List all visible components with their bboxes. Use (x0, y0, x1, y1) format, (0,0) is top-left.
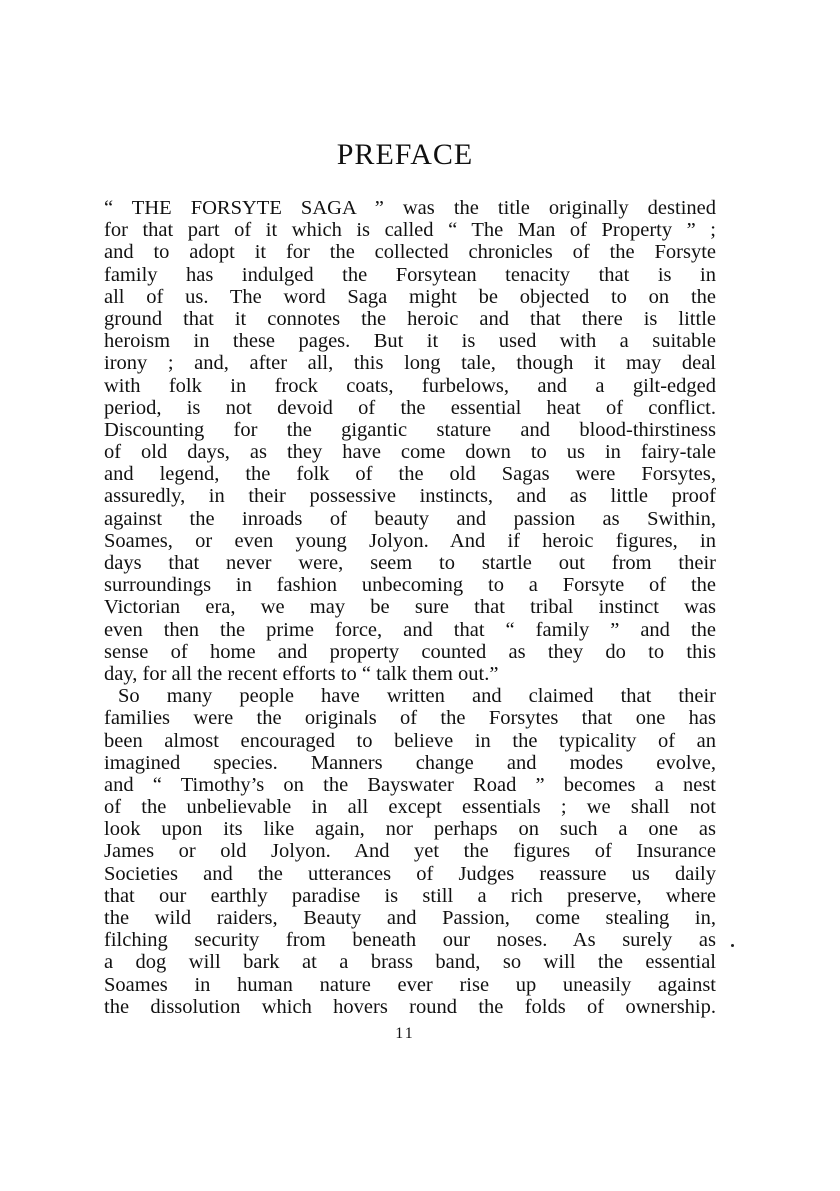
text-line: and “ Timothy’s on the Bayswater Road ” becomes a nest (104, 773, 716, 796)
text-line: Soames in human nature ever rise up uneasily against (104, 973, 716, 996)
text-line: been almost encouraged to believe in the typicality of an (104, 729, 716, 752)
text-line: and legend, the folk of the old Sagas were Forsytes, (104, 463, 716, 486)
text-line: “ THE FORSYTE SAGA ” was the title originally destined (104, 197, 716, 219)
text-line: even then the prime force, and that “ family ” and the (104, 618, 716, 641)
text-line: imagined species. Manners change and modes evolve, (104, 751, 716, 774)
text-line: families were the originals of the Forsytes that one has (104, 707, 716, 730)
text-line: assuredly, in their possessive instincts, and as little proof (104, 485, 716, 508)
text-line: James or old Jolyon. And yet the figures of Insurance (104, 840, 716, 863)
text-line: Victorian era, we may be sure that tribal instinct was (104, 596, 716, 619)
text-line: all of us. The word Saga might be objected to on the (104, 285, 716, 308)
page-title: PREFACE (336, 138, 474, 171)
text-line: heroism in these pages. But it is used with a suitable (104, 330, 716, 353)
text-line: of old days, as they have come down to us in fairy-tale (104, 441, 716, 464)
text-line: that our earthly paradise is still a rich preserve, where (104, 884, 716, 907)
text-line: ground that it connotes the heroic and that there is little (104, 307, 716, 330)
text-line: day, for all the recent efforts to “ talk them out.” (104, 662, 499, 685)
text-line: against the inroads of beauty and passion as Swithin, (104, 507, 716, 530)
text-line: with folk in frock coats, furbelows, and a gilt-edged (104, 374, 716, 397)
text-line: days that never were, seem to startle out from their (104, 552, 716, 574)
text-line: sense of home and property counted as they do to this (104, 640, 716, 663)
text-line: for that part of it which is called “ The Man of Property ” ; (104, 219, 716, 242)
text-line: the dissolution which hovers round the folds of ownership. (104, 995, 716, 1018)
text-line: the wild raiders, Beauty and Passion, come stealing in, (104, 907, 716, 929)
text-line: look upon its like again, nor perhaps on such a one as (104, 818, 716, 841)
text-line: period, is not devoid of the essential heat of conflict. (104, 396, 716, 419)
text-line: Discounting for the gigantic stature and blood-thirstiness (104, 418, 716, 441)
text-line: filching security from beneath our noses. As surely as (104, 929, 716, 952)
text-line: of the unbelievable in all except essentials ; we shall not (104, 796, 716, 819)
ink-speck (731, 944, 734, 947)
text-line: Societies and the utterances of Judges reassure us daily (104, 862, 716, 885)
text-line: and to adopt it for the collected chronicles of the Forsyte (104, 241, 716, 264)
text-line: Soames, or even young Jolyon. And if heroic figures, in (104, 529, 716, 552)
text-line: surroundings in fashion unbecoming to a Forsyte of the (104, 574, 716, 597)
text-line: a dog will bark at a brass band, so will the essential (104, 951, 716, 974)
preface-body (104, 197, 716, 1018)
text-line: So many people have written and claimed that their (118, 685, 716, 708)
text-line: family has indulged the Forsytean tenacity that is in (104, 263, 716, 286)
text-line: irony ; and, after all, this long tale, though it may deal (104, 352, 716, 375)
page-number: 11 (395, 1025, 415, 1042)
